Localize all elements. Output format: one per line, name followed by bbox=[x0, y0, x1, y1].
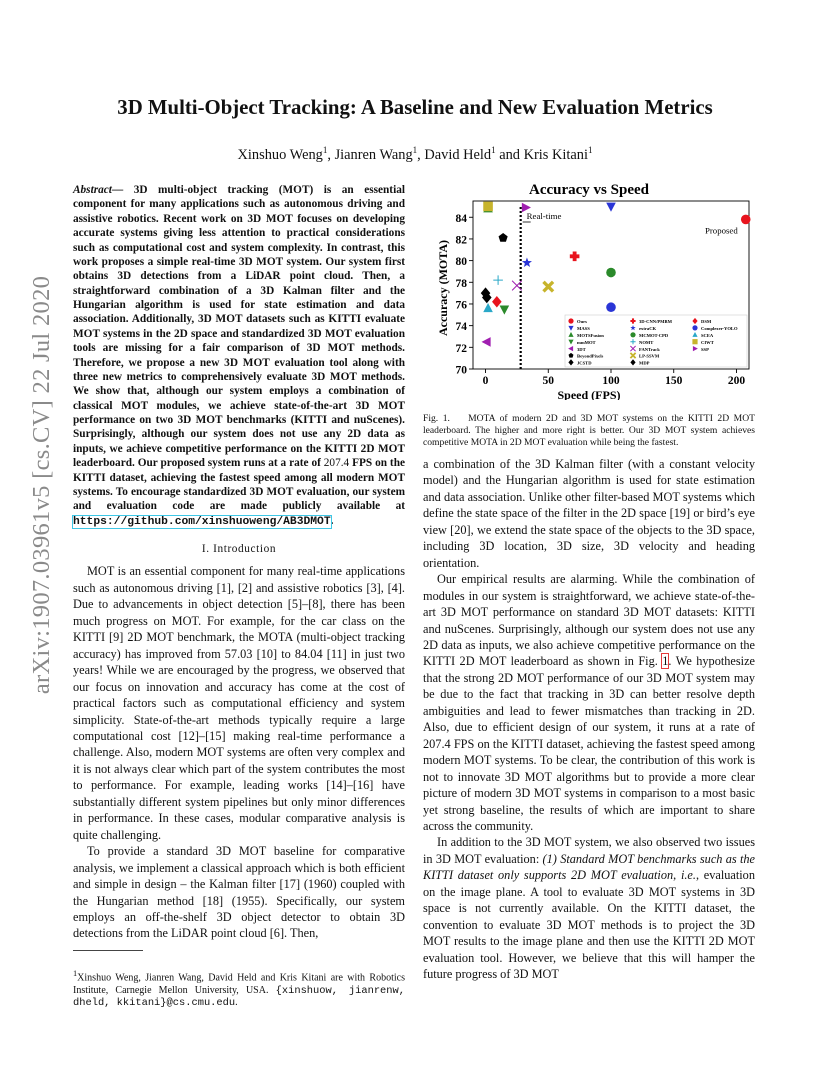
y-tick-label: 78 bbox=[455, 277, 467, 290]
code-link[interactable]: https://github.com/xinshuoweng/AB3DMOT bbox=[73, 515, 331, 528]
legend-entry: Complexer-YOLO bbox=[701, 326, 738, 332]
data-point bbox=[606, 203, 616, 212]
paragraph: To provide a standard 3D MOT baseline for comparative analysis, we implement a classical approach which is both efficient and simple in design – the Kalman filter [17] (1960) coupled with the Hungarian method [18] (1955). Specifically, our system employs an off-the-shelf 3D object detector to obtain 3D detections from the LiDAR point cloud [6]. Then, bbox=[73, 844, 405, 941]
footnote: $^1$Xinshuo Weng, Jianren Wang, David Held and Kris Kitani are with Robotics Institute, Carnegie Mellon University, USA. {xinshuow, jianrenw, dheld, kkitani}@cs.cmu.edu. bbox=[73, 969, 405, 1010]
data-point bbox=[493, 275, 503, 285]
legend-entry: JCSTD bbox=[577, 360, 592, 366]
author-line bbox=[70, 145, 760, 164]
data-point bbox=[570, 251, 580, 261]
y-tick-label: 72 bbox=[455, 342, 467, 355]
left-column bbox=[73, 183, 405, 942]
author: Jianren Wang$^1$, bbox=[334, 145, 425, 163]
legend-marker bbox=[568, 318, 573, 323]
y-axis-label: Accuracy (MOTA) bbox=[436, 239, 450, 337]
x-tick-label: 0 bbox=[482, 375, 489, 387]
footnote-rule bbox=[73, 950, 143, 951]
legend-marker bbox=[630, 332, 635, 337]
x-tick-label: 200 bbox=[727, 375, 746, 387]
legend-marker bbox=[692, 325, 697, 330]
x-tick-label: 50 bbox=[542, 375, 555, 387]
y-tick-label: 84 bbox=[455, 212, 467, 225]
proposed-label: Proposed bbox=[704, 225, 738, 236]
legend-entry: NOMT bbox=[639, 339, 654, 345]
x-ticks bbox=[483, 369, 746, 387]
data-point bbox=[606, 268, 616, 278]
legend-entry: MCMOT-CPD bbox=[639, 333, 669, 338]
legend-entry: MDP bbox=[639, 360, 650, 366]
data-point bbox=[500, 306, 510, 315]
y-tick-label: 76 bbox=[455, 299, 467, 312]
paragraph: MOT is an essential component for many real-time applications such as autonomous driving [1], [2] and assistive robotics [3], [4]. Due to advancements in object detection [5]–[8], there has been much progress on MOT. For example, for the car class on the KITTI [9] 2D MOT benchmark, the MOTA (multi-object tracking accuracy) has improved from 57.03 [10] to 84.04 [11] in just two years! While we are encouraged by the progress, we observed that our focus on innovation and accuracy has come at the cost of practical factors such as computational efficiency and system simplicity. State-of-the-art methods typically require a large computational cost [12]–[15] making real-time performance a challenge. Also, modern MOT systems are often very complex and it is not always clear which part of the system contributes the most to performance. For example, leading works [14]–[16] have substantially different system pipelines but only minor differences in performance. In these cases, modular comparative analysis is quite challenging. bbox=[73, 564, 405, 842]
figure-caption: Fig. 1. MOTA of modern 2D and 3D MOT systems on the KITTI 2D MOT leaderboard. The higher and more right is better. Our 3D MOT system achieves competitive MOTA in 2D MOT evaluation while being the fastest. bbox=[423, 412, 756, 449]
paper-title: 3D Multi-Object Tracking: A Baseline and New Evaluation Metrics bbox=[117, 96, 713, 119]
y-tick-label: 74 bbox=[455, 321, 467, 334]
right-column bbox=[423, 456, 755, 983]
legend-marker bbox=[692, 339, 697, 344]
paragraph: In addition to the 3D MOT system, we also observed two issues in 3D MOT evaluation: (1) Standard MOT benchmarks such as the KITTI dataset only supports 2D MOT evaluation, i.e., evaluation on the image plane. A tool to evaluate 3D MOT systems in 3D space is not currently available. On the KITTI dataset, the convention to evaluate 3D MOT methods is to project the 3D MOT results to the image plane and then use the KITTI 2D MOT evaluation tool. However, we believe that this will hamper the future progress of 3D MOT bbox=[423, 835, 755, 982]
section-heading: I. Introduction bbox=[201, 543, 277, 555]
arxiv-id-text: arXiv:1907.03961v5 [cs.CV] 22 Jul 2020 bbox=[28, 275, 55, 694]
legend-entry: MOTSFusion bbox=[577, 333, 604, 338]
data-point bbox=[741, 215, 751, 225]
paragraph: a combination of the 3D Kalman filter (with a constant velocity model) and the Hungarian algorithm is used for state estimation and data association. Unlike other filter-based MOT systems which define the state space of the filter in the 2D space [19] or bird’s eye view [20], we extend the state space of the objects to the 3D space, including 3D location, 3D size, 3D velocity and heading orientation. bbox=[423, 457, 755, 570]
legend-entry: BeyondPixels bbox=[577, 353, 604, 359]
author: Kris Kitani$^1$ bbox=[523, 145, 593, 163]
data-point bbox=[543, 282, 553, 292]
legend-entry: Ours bbox=[577, 319, 587, 325]
scatter-chart bbox=[423, 178, 755, 400]
legend-entry: extraCK bbox=[639, 326, 657, 332]
data-point bbox=[483, 202, 493, 212]
legend-entry: 3D-CNN/PMBM bbox=[639, 319, 672, 325]
legend-entry: CIWT bbox=[701, 339, 714, 345]
legend-entry: MASS bbox=[577, 326, 590, 332]
footnote-emails: {xinshuow, jianrenw, dheld, kkitani}@cs.cmu.edu bbox=[73, 984, 405, 1010]
data-point bbox=[522, 258, 532, 268]
y-tick-label: 82 bbox=[455, 234, 467, 247]
data-point bbox=[606, 302, 616, 312]
author: Xinshuo Weng$^1$, bbox=[237, 145, 335, 163]
abstract-text: 3D multi-object tracking (MOT) is an essential component for many applications such as autonomous driving and assistive robotics. Recent work on 3D MOT focuses on developing accurate systems giving less attention to practical considerations such as computational cost and system complexity. In contrast, this work proposes a simple real-time 3D MOT system. Our system first obtains 3D detections from a LiDAR point cloud. Then, a straightforward combination of a 3D Kalman filter and the Hungarian algorithm is used for state estimation and data association. Additionally, 3D MOT datasets such as KITTI evaluate MOT systems in the 2D space and standardized 3D MOT evaluation tools are missing for a fair comparison of 3D MOT methods. Therefore, we propose a new 3D MOT evaluation tool along with three new metrics to comprehensively evaluate 3D MOT methods. We show that, although our system employs a combination of classical MOT modules, we achieve state-of-the-art 3D MOT performance on two 3D MOT benchmarks (KITTI and nuScenes). Surprisingly, although our system does not use any 2D data as inputs, we achieve competitive performance on the KITTI 2D MOT leaderboard. Our proposed system runs at a rate of bbox=[73, 184, 405, 470]
arxiv-identifier bbox=[22, 275, 62, 694]
realtime-label: Real-time bbox=[526, 211, 562, 221]
abstract-label: Abstract bbox=[73, 184, 112, 196]
author: David Held$^1$ and bbox=[424, 145, 524, 163]
data-point bbox=[499, 233, 508, 242]
data-point bbox=[512, 281, 522, 291]
legend-entry: SCEA bbox=[701, 333, 714, 338]
legend-entry: 3DT bbox=[577, 346, 586, 352]
data-point bbox=[482, 337, 491, 347]
data-point bbox=[483, 303, 493, 312]
figure-reference-link[interactable]: 1 bbox=[662, 654, 669, 669]
legend-entry: mmMOT bbox=[577, 339, 596, 345]
legend-entry: DSM bbox=[701, 319, 712, 325]
y-tick-label: 80 bbox=[455, 256, 467, 269]
fps-value: 207.4 bbox=[323, 457, 350, 470]
paragraph: Our empirical results are alarming. While the combination of modules in our system is straightforward, we achieve state-of-the-art 3D MOT performance on standard 3D MOT datasets: KITTI and nuScenes. Surprisingly, although our system does not use any 2D data as inputs, we also achieve competitive performance on the KITTI 2D MOT leaderboard as shown in Fig. 1. We hypothesize that the strong 2D MOT performance of our 3D MOT system may be due to the fact that tracking in 3D can better resolve depth ambiguities and lead to fewer mismatches than tracking in 2D. Also, due to efficient design of our system, it runs at a rate of 207.4 FPS on the KITTI dataset, achieving the fastest speed among modern MOT systems. To be clear, the contribution of this work is not to innovate 3D MOT algorithms but to provide a more clear picture of modern 3D MOT systems in comparison to a most basic yet strong baseline, the results of which are important to share across the community. bbox=[423, 572, 755, 833]
legend bbox=[565, 315, 747, 367]
abstract: Abstract— 3D multi-object tracking (MOT) is an essential component for many applications such as autonomous driving and assistive robotics. Recent work on 3D MOT focuses on developing accurate systems giving less attention to practical considerations such as computational cost and system complexity. In contrast, this work proposes a simple real-time 3D MOT system. Our system first obtains 3D detections from a LiDAR point cloud. Then, a straightforward combination of a 3D Kalman filter and the Hungarian algorithm is used for state estimation and data association. Additionally, 3D MOT datasets such as KITTI evaluate MOT systems in the 2D space and standardized 3D MOT evaluation tools are missing for a fair comparison of 3D MOT methods. Therefore, we propose a new 3D MOT evaluation tool along with three new metrics to comprehensively evaluate 3D MOT methods. We show that, although our system employs a combination of classical MOT modules, we achieve state-of-the-art 3D MOT performance on two 3D MOT benchmarks (KITTI and nuScenes). Surprisingly, although our system does not use any 2D data as inputs, we achieve competitive performance on the KITTI 2D MOT leaderboard. Our proposed system runs at a rate of 207.4 FPS on the KITTI dataset, achieving the fastest speed among all modern MOT systems. To encourage standardized 3D MOT evaluation, our system and evaluation code are made publicly available at https://github.com/xinshuoweng/AB3DMOT. bbox=[73, 184, 405, 528]
figure-accuracy-vs-speed bbox=[423, 178, 755, 400]
y-ticks bbox=[456, 213, 474, 377]
x-axis-label: Speed (FPS) bbox=[557, 388, 621, 400]
y-tick-label: 70 bbox=[455, 364, 467, 377]
x-tick-label: 150 bbox=[665, 375, 683, 387]
legend-entry: FANTrack bbox=[639, 346, 660, 352]
legend-entry: LP-SSVM bbox=[639, 353, 660, 359]
x-tick-label: 100 bbox=[602, 375, 620, 387]
legend-entry: SSP bbox=[701, 346, 709, 352]
chart-title: Accuracy vs Speed bbox=[529, 182, 649, 198]
